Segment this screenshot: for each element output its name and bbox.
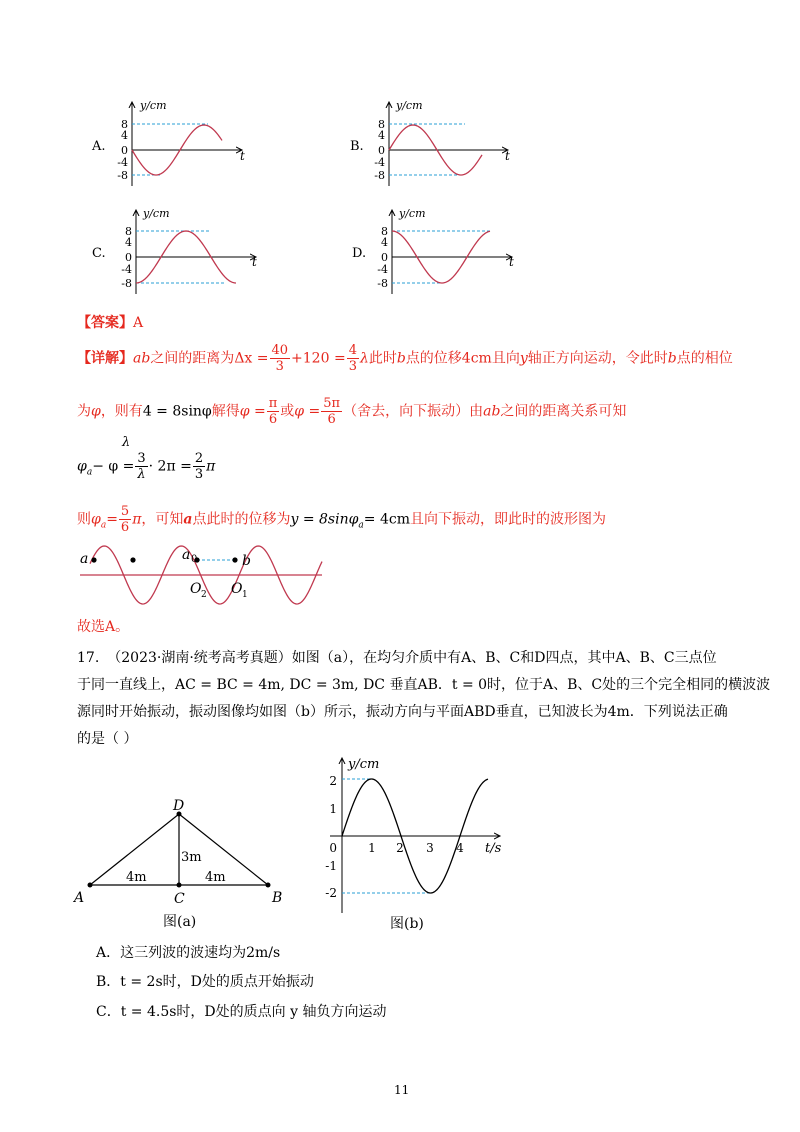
q17-line-4: 的是（ ）	[77, 731, 138, 747]
svg-text:y/cm: y/cm	[143, 207, 170, 220]
detail-line-2: 为φ，则有4 = 8sinφ解得φ = $\frac{\pi}{6}$ 或φ = $\frac{5\pi}{6}$ （舍去，向下振动）由ab之间的距离关系可知	[77, 396, 627, 427]
answer-line	[77, 313, 143, 333]
svg-text:t: t	[505, 149, 510, 163]
svg-text:0: 0	[191, 554, 198, 565]
axis-y-label: y/cm	[140, 99, 167, 112]
answer-tag: 【答案】	[77, 315, 133, 331]
svg-text:C: C	[174, 891, 185, 907]
svg-text:O: O	[231, 581, 243, 597]
axis-t-label: t	[240, 149, 245, 163]
detail-conclusion: 故选A。	[77, 619, 130, 635]
svg-text:0: 0	[381, 251, 388, 264]
q17-line-2: 于同一直线上，AC = BC = 4m, DC = 3m, DC 垂直AB．t = 0时，位于A、B、C处的三个完全相同的横波波	[77, 677, 771, 693]
option-a-label: A.	[92, 139, 106, 154]
detail-wave-figure	[70, 535, 340, 615]
svg-text:0: 0	[329, 841, 337, 855]
q17-line-3: 源同时开始振动，振动图像均如图（b）所示，振动方向与平面ABD垂直，已知波长为4m．下列说法正确	[77, 704, 728, 720]
svg-text:-8: -8	[117, 169, 128, 182]
q17-option-a[interactable]: A．这三列波的波速均为2m/s	[96, 945, 281, 961]
detail-line-4: 则$\varphi_a=$ $\frac{5}{6}$ π，可知a点此时的位移为y = 8sinφ$_a$= 4cm且向下振动，即此时的波形图为	[77, 504, 607, 535]
answer-value: A	[133, 315, 144, 331]
svg-text:2: 2	[201, 590, 207, 600]
svg-text:-8: -8	[374, 169, 385, 182]
q17-line-1: 17. （2023·湖南·统考高考真题）如图（a），在均匀介质中有A、B、C和D四点，其中A、B、C三点位	[77, 650, 717, 666]
svg-text:4m: 4m	[205, 870, 226, 885]
svg-text:O: O	[190, 581, 202, 597]
svg-text:-4: -4	[374, 156, 385, 169]
detail-line-1: 【详解】ab之间的距离为Δx = $\frac{40}{3}$ +120 = $\frac{4}{3}$ λ此时b点的位移4cm且向y轴正方向运动，令此时b点的相位	[77, 343, 733, 374]
figure-b	[310, 748, 510, 938]
svg-text:3: 3	[426, 841, 434, 855]
svg-text:D: D	[173, 798, 185, 814]
svg-text:y/cm: y/cm	[399, 207, 426, 220]
svg-text:A: A	[74, 890, 85, 906]
svg-text:图(b): 图(b)	[390, 916, 424, 932]
svg-text:-2: -2	[325, 886, 337, 900]
svg-text:4: 4	[121, 129, 128, 142]
q17-option-c[interactable]: C．t = 4.5s时，D处的质点向 y 轴负方向运动	[96, 1004, 387, 1020]
option-d-label: D.	[352, 246, 367, 261]
svg-text:4: 4	[378, 129, 385, 142]
svg-text:4: 4	[456, 841, 464, 855]
svg-text:a: a	[80, 551, 89, 567]
svg-text:0: 0	[121, 144, 128, 157]
svg-text:4: 4	[381, 236, 388, 249]
svg-text:8: 8	[381, 225, 388, 238]
svg-text:8: 8	[125, 225, 132, 238]
svg-text:0: 0	[378, 144, 385, 157]
svg-text:图(a): 图(a)	[163, 914, 197, 930]
svg-text:y/cm: y/cm	[348, 757, 380, 772]
svg-text:8: 8	[121, 118, 128, 131]
svg-text:1: 1	[242, 590, 248, 600]
detail-line-3-lambda: λ	[122, 435, 131, 450]
option-graphs	[0, 0, 800, 310]
page-number: 11	[394, 1083, 410, 1097]
svg-text:y/cm: y/cm	[396, 99, 423, 112]
svg-text:-4: -4	[121, 263, 132, 276]
svg-text:t: t	[252, 255, 257, 269]
graph-option-c	[92, 207, 257, 294]
svg-text:1: 1	[329, 802, 337, 816]
option-c-label: C.	[92, 246, 106, 261]
graph-option-d	[352, 207, 514, 294]
graph-option-a	[91, 99, 245, 186]
svg-text:-4: -4	[117, 156, 128, 169]
svg-text:a: a	[182, 547, 191, 563]
svg-text:-4: -4	[377, 263, 388, 276]
detail-line-3: $\varphi_a- \varphi$ = $\frac{3}{\lambda}$ · 2π = $\frac{2}{3}$ π	[77, 451, 216, 482]
svg-text:2: 2	[396, 841, 404, 855]
svg-text:4m: 4m	[126, 870, 147, 885]
option-b-label: B.	[350, 139, 364, 154]
svg-text:-1: -1	[325, 859, 337, 873]
graph-option-b	[350, 99, 510, 186]
figure-a	[68, 795, 288, 935]
svg-text:8: 8	[378, 118, 385, 131]
svg-text:t/s: t/s	[485, 841, 502, 856]
svg-text:-8: -8	[377, 277, 388, 290]
svg-text:4: 4	[125, 236, 132, 249]
q17-option-b[interactable]: B．t = 2s时，D处的质点开始振动	[96, 974, 314, 990]
svg-text:3m: 3m	[181, 850, 202, 865]
svg-text:t: t	[509, 255, 514, 269]
svg-text:2: 2	[329, 774, 337, 788]
svg-text:B: B	[272, 890, 283, 906]
svg-text:-8: -8	[121, 277, 132, 290]
svg-text:1: 1	[368, 841, 376, 855]
svg-text:0: 0	[125, 251, 132, 264]
svg-text:b: b	[242, 553, 251, 569]
